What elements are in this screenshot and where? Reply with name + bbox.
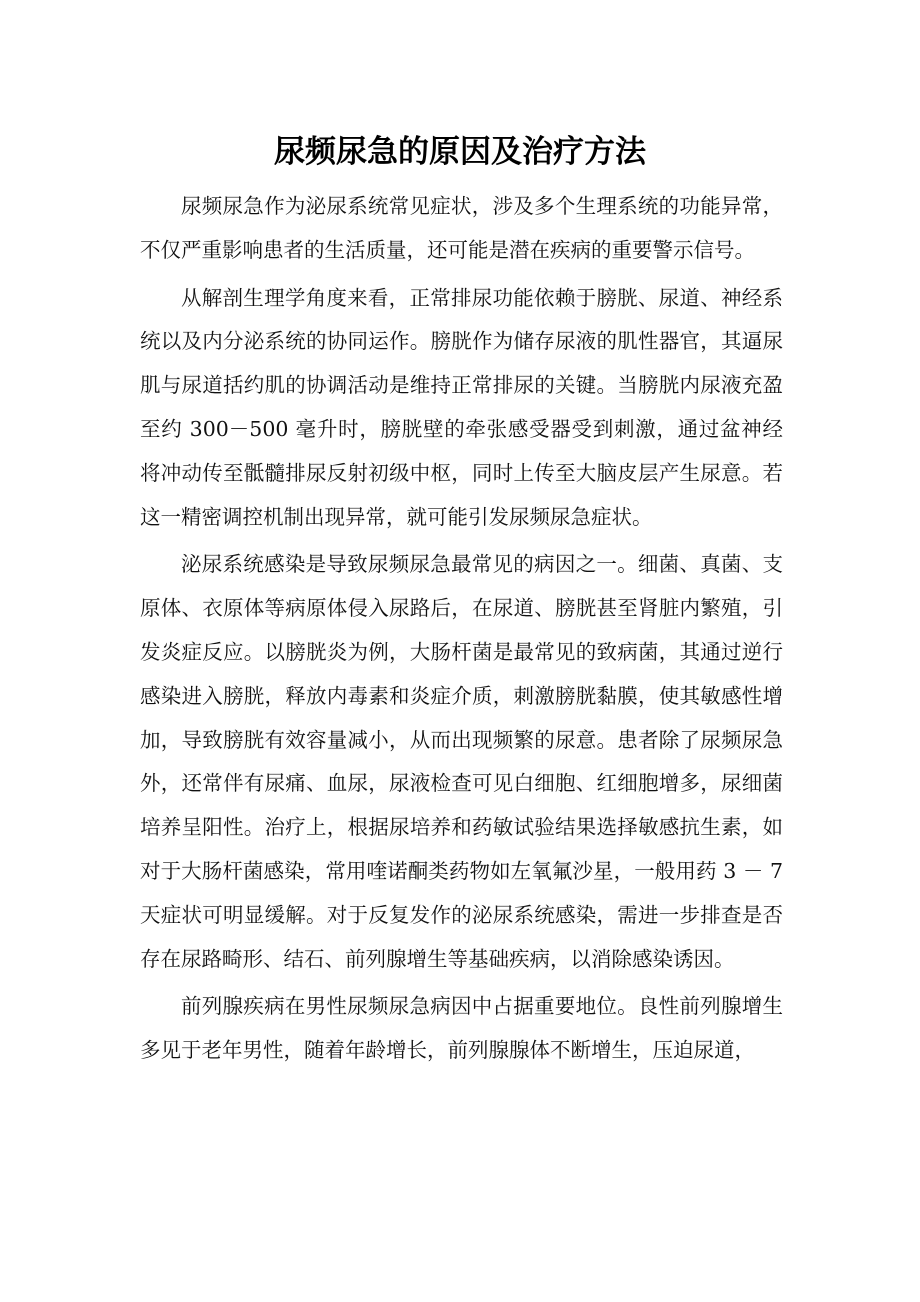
document-body [140,185,783,1077]
paragraph-prostate: 前列腺疾病在男性尿频尿急病因中占据重要地位。良性前列腺增生多见于老年男性，随着年龄增长，前列腺腺体不断增生，压迫尿道， [140,994,783,1063]
document-title: 尿频尿急的原因及治疗方法 [274,134,646,170]
paragraph-physiology: 从解剖生理学角度来看，正常排尿功能依赖于膀胱、尿道、神经系统以及内分泌系统的协同运作。膀胱作为储存尿液的肌性器官，其逼尿肌与尿道括约肌的协调活动是维持正常排尿的关键。当膀胱内尿液充盈至约 300－500 毫升时，膀胱壁的牵张感受器受到刺激，通过盆神经将冲动传至骶髓排尿反射初级中枢，同时上传至大脑皮层产生尿意。若这一精密调控机制出现异常，就可能引发尿频尿急症状。 [140,285,783,529]
paragraph-intro: 尿频尿急作为泌尿系统常见症状，涉及多个生理系统的功能异常，不仅严重影响患者的生活质量，还可能是潜在疾病的重要警示信号。 [140,194,783,262]
paragraph-infection: 泌尿系统感染是导致尿频尿急最常见的病因之一。细菌、真菌、支原体、衣原体等病原体侵入尿路后，在尿道、膀胱甚至肾脏内繁殖，引发炎症反应。以膀胱炎为例，大肠杆菌是最常见的致病菌，其通过逆行感染进入膀胱，释放内毒素和炎症介质，刺激膀胱黏膜，使其敏感性增加，导致膀胱有效容量减小，从而出现频繁的尿意。患者除了尿频尿急外，还常伴有尿痛、血尿，尿液检查可见白细胞、红细胞增多，尿细菌培养呈阳性。治疗上，根据尿培养和药敏试验结果选择敏感抗生素，如对于大肠杆菌感染，常用喹诺酮类药物如左氧氟沙星，一般用药 3 － 7 天症状可明显缓解。对于反复发作的泌尿系统感染，需进一步排查是否存在尿路畸形、结石、前列腺增生等基础疾病，以消除感染诱因。 [140,552,783,971]
